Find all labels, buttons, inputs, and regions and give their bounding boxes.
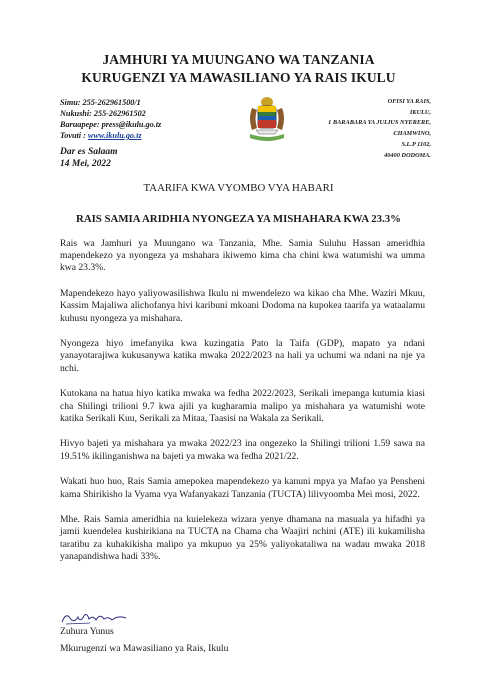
- paragraph: Nyongeza hiyo imefanyika kwa kuzingatia Pato la Taifa (GDP), mapato ya ndani yanayotarajiwa kukusanywa katika mwaka 2022/2023 na hali ya uchumi wa ndani na nje ya nchi.: [60, 338, 425, 374]
- handwritten-signature: [60, 609, 130, 627]
- letterhead-title-line2: KURUGENZI YA MAWASILIANO YA RAIS IKULU: [81, 70, 396, 85]
- address-office: OFISI YA RAIS,: [387, 98, 431, 105]
- address-area: CHAMWINO,: [393, 130, 431, 138]
- website-link[interactable]: www.ikulu.go.tz: [87, 131, 142, 140]
- website-label: Tovuti :: [60, 131, 88, 140]
- coat-of-arms-emblem: [242, 94, 292, 144]
- address-city: 40400 DODOMA.: [384, 151, 431, 159]
- paragraph: Mhe. Rais Samia ameridhia na kuielekeza wizara yenye dhamana na masuala ya hifadhi ya jamii kuendelea kushirikiana na TUCTA na Chama cha Waajiri nchini (ATE) ili kukamilisha taratibu za kuhakikisha malipo ya mkupuo ya 25% yaliyokataliwa na wadau mwaka 2018 yanapandishwa hadi 33%.: [60, 514, 425, 562]
- address-street: 1 BARABARA YA JULIUS NYERERE,: [328, 119, 431, 127]
- email-address: Baruapepe: press@ikulu.go.tz: [60, 120, 162, 129]
- contact-block-right: [328, 97, 431, 161]
- place: Dar es Salaam: [60, 147, 118, 157]
- date: 14 Mei, 2022: [60, 159, 111, 169]
- paragraph: Kutokana na hatua hiyo katika mwaka wa fedha 2022/2023, Serikali imepanga kutumia kiasi cha Shilingi trilioni 9.7 kwa ajili ya kugharamia malipo ya mishahara ya watumishi wote katika Serikali Kuu, Serikali za Mitaa, Taasisi na Wakala za Serikali.: [60, 388, 425, 424]
- phone-number: Simu: 255-262961500/1: [60, 98, 141, 107]
- release-title: RAIS SAMIA ARIDHIA NYONGEZA YA MISHAHARA KWA 23.3%: [76, 213, 401, 225]
- place-date-block: [60, 146, 118, 170]
- paragraph: Wakati huo huo, Rais Samia amepokea mapendekezo ya kanuni mpya ya Mafao ya Pensheni kama Shirikisho la Vyama vya Wafanyakazi Tanzania (TUCTA) lilivyoomba Mei mosi, 2022.: [60, 476, 425, 500]
- fax-number: Nukushi: 255-262961502: [60, 109, 146, 118]
- contact-block-left: [60, 97, 161, 141]
- paragraph: Rais wa Jamhuri ya Muungano wa Tanzania, Mhe. Samia Suluhu Hassan ameridhia mapendekezo ya nyongeza ya mshahara ikiwemo kima cha chini kwa watumishi wa umma kwa 23.3%.: [60, 238, 425, 274]
- signatory-name: Zuhura Yunus: [60, 626, 114, 637]
- paragraph: Hivyo bajeti ya mishahara ya mwaka 2022/23 ina ongezeko la Shilingi trilioni 1.59 sawa na 19.51% ikilinganishwa na bajeti ya mwaka wa fedha 2021/22.: [60, 438, 425, 462]
- website-line: [60, 130, 161, 141]
- paragraph: Mapendekezo hayo yaliyowasilishwa Ikulu ni mwendelezo wa kikao cha Mhe. Waziri Mkuu, Kassim Majaliwa alichofanya hivi karibuni mkoani Dodoma na kupokea taarifa ya wataalamu kuhusu nyongeza ya mishahara.: [60, 288, 425, 324]
- address-po-box: S.L.P 1102,: [401, 140, 431, 148]
- letterhead-title-line1: JAMHURI YA MUUNGANO WA TANZANIA: [102, 52, 375, 67]
- press-release-heading: TAARIFA KWA VYOMBO VYA HABARI: [143, 182, 334, 194]
- address-ikulu: IKULU,: [409, 108, 431, 116]
- body-text: [60, 238, 425, 577]
- signatory-title: Mkurugenzi wa Mawasiliano ya Rais, Ikulu: [60, 643, 229, 654]
